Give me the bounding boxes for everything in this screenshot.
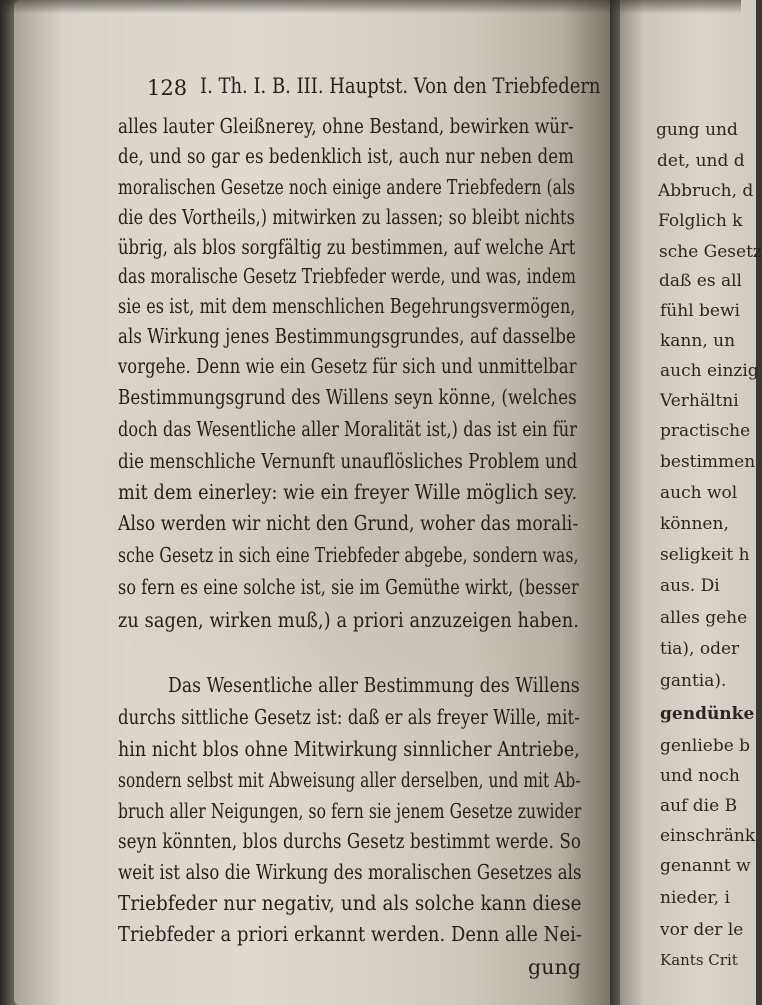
catchword: gung: [528, 955, 582, 979]
right-text-line: und noch: [660, 766, 740, 786]
body-line: sche Gesetz in sich eine Triebfeder abgebe, sondern was,: [118, 543, 579, 567]
body-line: Triebfeder nur negativ, und als solche kann diese: [118, 891, 582, 915]
body-line: das moralische Gesetz Triebfeder werde, und was, indem: [118, 264, 577, 288]
top-shadow: [0, 0, 741, 14]
right-page: [616, 0, 762, 1005]
right-text-line: auch wol: [660, 483, 738, 503]
right-text-line: kann, un: [660, 331, 736, 351]
body-line: sie es ist, mit dem menschlichen Begehrungsvermögen,: [118, 294, 576, 318]
right-text-line: bestimmen: [660, 452, 756, 472]
right-text-line: tia), oder: [660, 639, 740, 659]
body-line: so fern es eine solche ist, sie im Gemüthe wirkt, (besser: [118, 575, 579, 599]
right-text-line: alles gehe: [660, 608, 748, 628]
right-text-line: genliebe b: [660, 736, 751, 756]
body-line: mit dem einerley: wie ein freyer Wille möglich sey.: [118, 480, 578, 504]
body-line: die menschliche Vernunft unauflösliches Problem und: [118, 449, 578, 473]
right-text-line: aus. Di: [660, 576, 720, 596]
right-text-line: sche Gesetz: [659, 242, 762, 262]
body-line: moralischen Gesetze noch einige andere Triebfedern (als: [118, 175, 576, 199]
body-line: die des Vortheils,) mitwirken zu lassen; so bleibt nichts: [118, 205, 576, 229]
right-text-line: daß es all: [659, 271, 742, 291]
right-text-line: det, und d: [657, 151, 745, 171]
body-line: weit ist also die Wirkung des moralischen Gesetzes als: [118, 860, 582, 884]
right-text-line: auch einzig: [660, 361, 759, 381]
body-line: vorgehe. Denn wie ein Gesetz für sich und unmittelbar: [118, 354, 577, 378]
body-line: seyn könnten, blos durchs Gesetz bestimmt werde. So: [118, 829, 582, 853]
right-text-line: gantia).: [660, 671, 727, 691]
body-line: zu sagen, wirken muß,) a priori anzuzeigen haben.: [118, 608, 579, 632]
body-line: übrig, als blos sorgfältig zu bestimmen, auf welche Art: [118, 235, 576, 259]
right-text-line: fühl bewi: [660, 301, 740, 321]
body-line: Triebfeder a priori erkannt werden. Denn alle Nei-: [118, 922, 583, 946]
right-footer-signature: Kants Crit: [660, 951, 738, 969]
right-text-line: nieder, i: [660, 888, 730, 908]
right-text-line: practische: [660, 421, 751, 441]
body-line: Bestimmungsgrund des Willens seyn könne, (welches: [118, 385, 577, 409]
body-line: Das Wesentliche aller Bestimmung des Willens: [168, 673, 580, 697]
right-text-line: vor der le: [660, 920, 744, 940]
body-line: durchs sittliche Gesetz ist: daß er als freyer Wille, mit-: [118, 705, 580, 729]
right-text-line: seligkeit h: [660, 545, 750, 565]
right-text-line: gendünke: [660, 704, 755, 724]
body-line: bruch aller Neigungen, so fern sie jenem Gesetze zuwider: [118, 799, 582, 823]
body-line: Also werden wir nicht den Grund, woher das morali-: [118, 511, 579, 535]
body-line: als Wirkung jenes Bestimmungsgrundes, auf dasselbe: [118, 324, 576, 348]
body-line: alles lauter Gleißnerey, ohne Bestand, bewirken wür-: [118, 114, 574, 138]
right-text-line: einschränk: [660, 826, 756, 846]
right-text-line: gung und: [656, 120, 738, 140]
right-text-line: Folglich k: [658, 211, 743, 231]
right-text-line: können,: [660, 514, 729, 534]
left-page: [14, 0, 610, 1005]
right-text-line: auf die B: [660, 796, 738, 816]
body-line: hin nicht blos ohne Mitwirkung sinnlicher Antriebe,: [118, 737, 580, 761]
body-line: de, und so gar es bedenklich ist, auch nur neben dem: [118, 144, 574, 168]
right-text-line: Abbruch, d: [658, 181, 754, 201]
page-number: 128: [147, 76, 188, 100]
body-line: doch das Wesentliche aller Moralität ist,) das ist ein für: [118, 417, 577, 441]
running-head: I. Th. I. B. III. Hauptst. Von den Triebfedern: [200, 74, 601, 98]
right-text-line: genannt w: [660, 856, 751, 876]
right-text-line: Verhältni: [660, 391, 739, 411]
body-line: sondern selbst mit Abweisung aller derselben, und mit Ab-: [118, 768, 581, 792]
